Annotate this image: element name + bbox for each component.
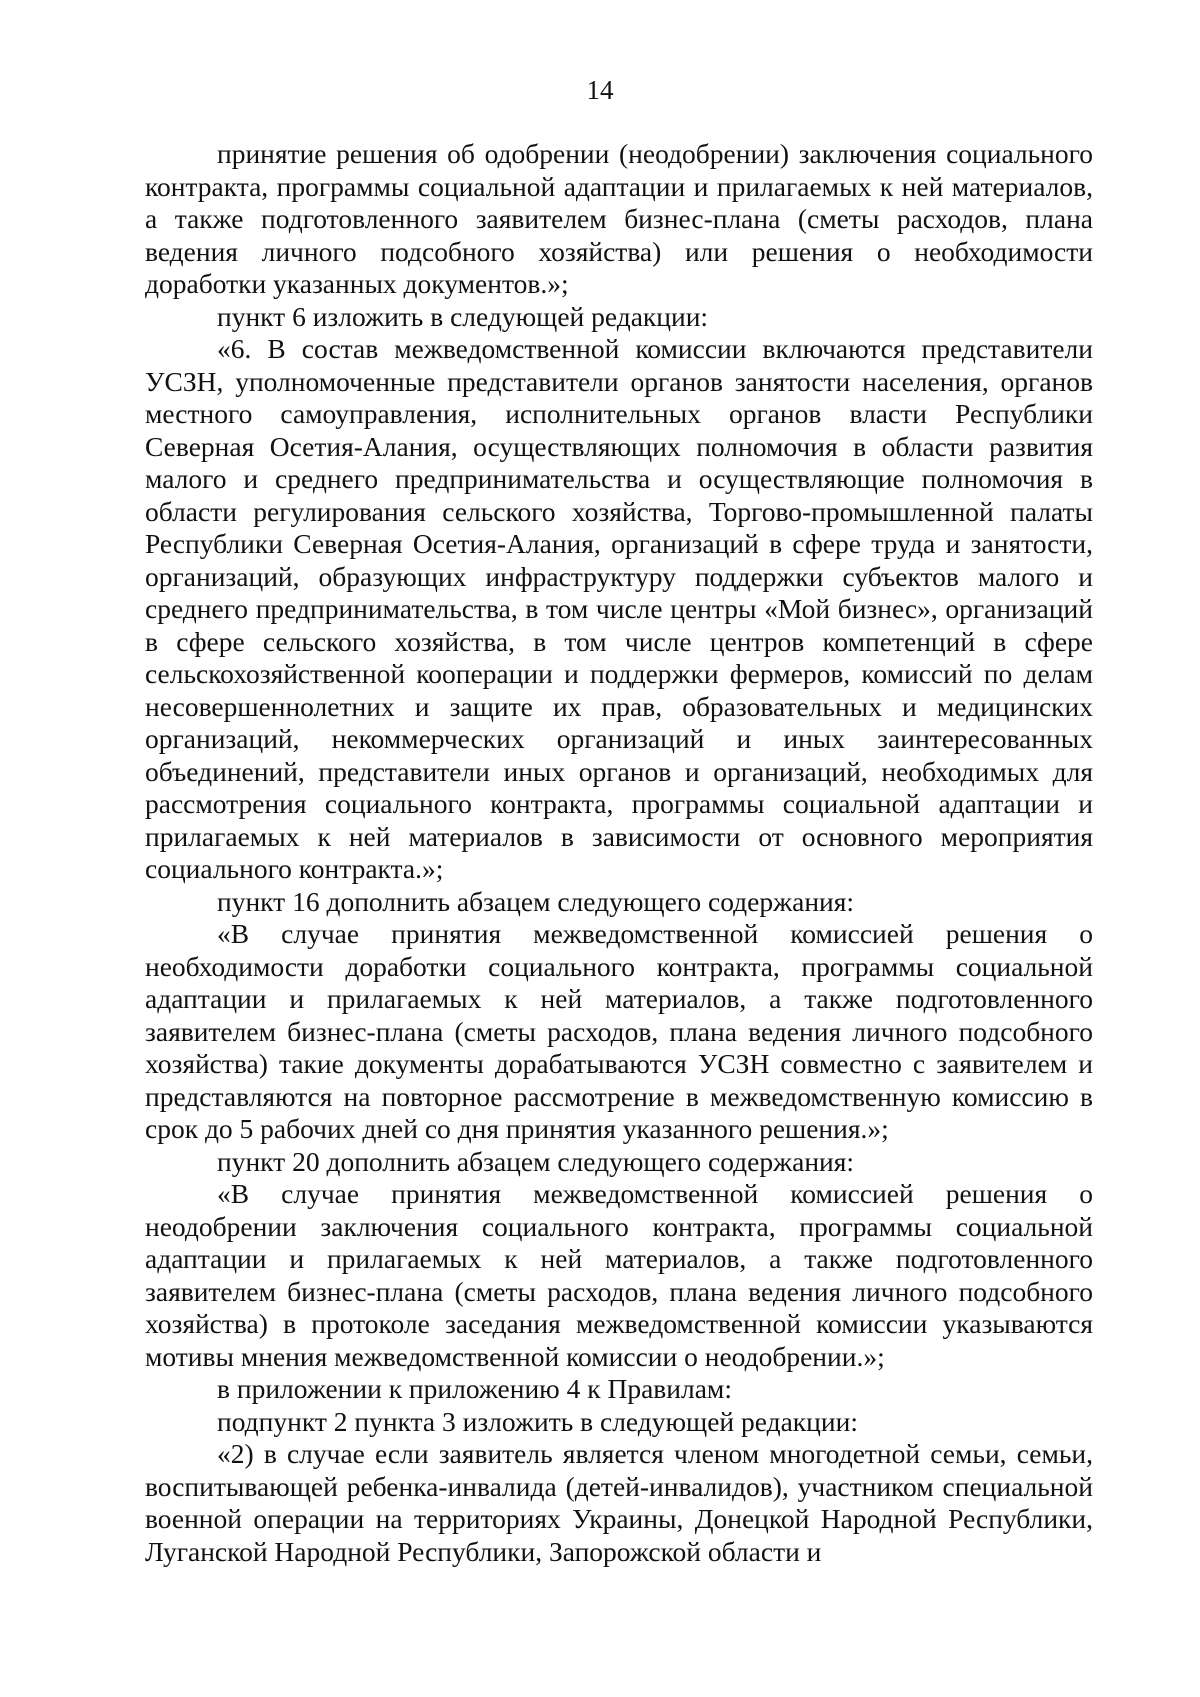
paragraph-appendix-intro: в приложении к приложению 4 к Правилам:: [217, 1373, 732, 1404]
page-number: 14: [586, 75, 614, 105]
paragraph-subitem-2-intro: подпункт 2 пункта 3 изложить в следующей редакции:: [217, 1405, 858, 1437]
document-body: [145, 138, 1093, 1568]
paragraph-item-16-text: «В случае принятия межведомственной комиссией решения о необходимости доработки социального контракта, программы социальной адаптации и прилагаемых к ней материалов, а также подготовленного заявителем бизнес-плана (сметы расходов, плана ведения личного подсобного хозяйства) такие документы дорабатываются УСЗН совместно с заявителем и представляются на повторное рассмотрение в межведомственную комиссию в срок до 5 рабочих дней со дня принятия указанного решения.»;: [145, 918, 1093, 1144]
paragraph-item-6-text: «6. В состав межведомственной комиссии включаются представители УСЗН, уполномоченные представители органов занятости населения, органов местного самоуправления, исполнительных органов власти Республики Северная Осетия-Алания, осуществляющих полномочия в области развития малого и среднего предпринимательства и осуществляющие полномочия в области регулирования сельского хозяйства, Торгово-промышленной палаты Республики Северная Осетия-Алания, организаций в сфере труда и занятости, организаций, образующих инфраструктуру поддержки субъектов малого и среднего предпринимательства, в том числе центры «Мой бизнес», организаций в сфере сельского хозяйства, в том числе центров компетенций в сфере сельскохозяйственной кооперации и поддержки фермеров, комиссий по делам несовершеннолетних и защите их прав, образовательных и медицинских организаций, некоммерческих организаций и иных заинтересованных объединений, представители иных органов и организаций, необходимых для рассмотрения социального контракта, программы социальной адаптации и прилагаемых к ней материалов в зависимости от основного мероприятия социального контракта.»;: [145, 333, 1093, 884]
paragraph-item-20-text: «В случае принятия межведомственной комиссией решения о неодобрении заключения социального контракта, программы социальной адаптации и прилагаемых к ней материалов, а также подготовленного заявителем бизнес-плана (сметы расходов, плана ведения личного подсобного хозяйства) в протоколе заседания межведомственной комиссии указываются мотивы мнения межведомственной комиссии о неодобрении.»;: [145, 1178, 1093, 1372]
paragraph-item-6-intro: пункт 6 изложить в следующей редакции:: [217, 300, 709, 332]
paragraph-approval-decision: принятие решения об одобрении (неодобрении) заключения социального контракта, программы социальной адаптации и прилагаемых к ней материалов, а также подготовленного заявителем бизнес-плана (сметы расходов, плана ведения личного подсобного хозяйства) или решения о необходимости доработки указанных документов.»;: [145, 138, 1093, 299]
paragraph-subitem-2-text: «2) в случае если заявитель является членом многодетной семьи, семьи, воспитывающей ребенка-инвалида (детей-инвалидов), участником специальной военной операции на территориях Украины, Донецкой Народной Республики, Луганской Народной Республики, Запорожской области и: [145, 1438, 1093, 1567]
paragraph-item-20-intro: пункт 20 дополнить абзацем следующего содержания:: [217, 1145, 855, 1177]
paragraph-item-16-intro: пункт 16 дополнить абзацем следующего содержания:: [217, 885, 855, 917]
